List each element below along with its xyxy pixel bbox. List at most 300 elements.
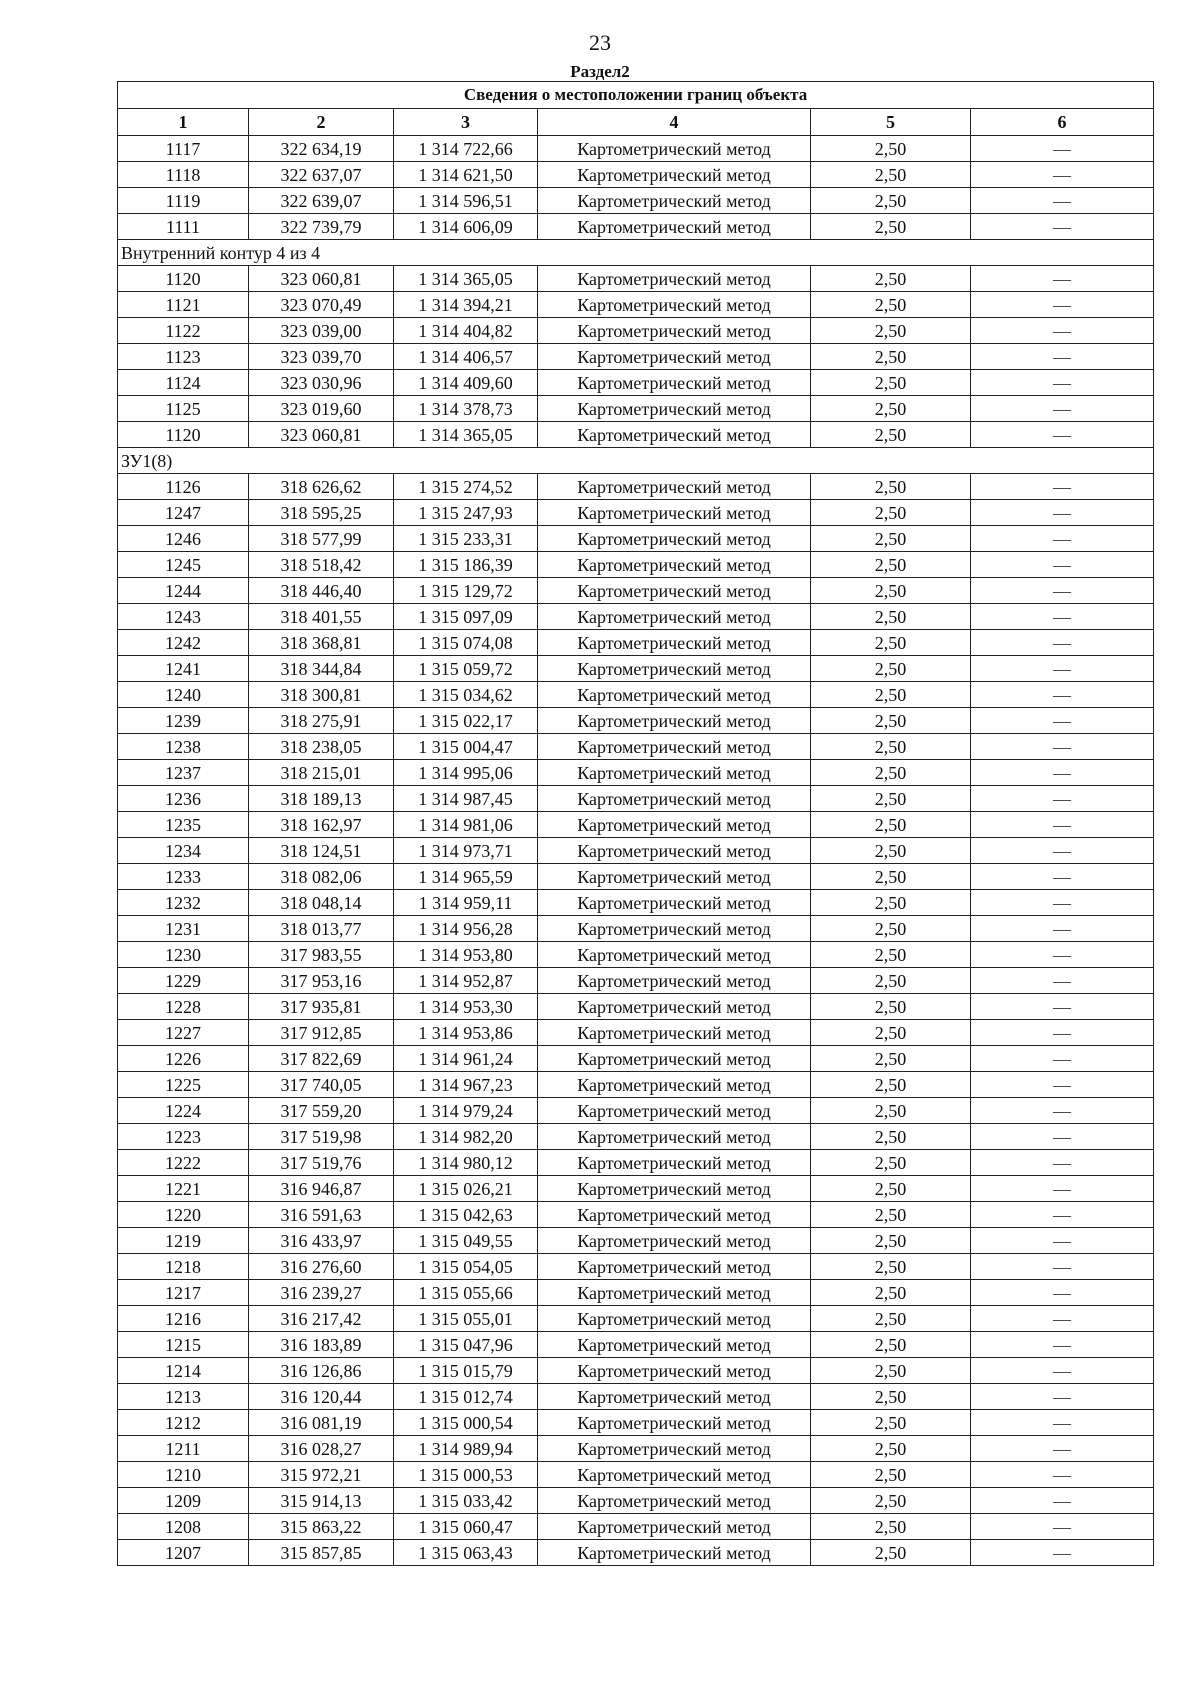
point-number-cell: 1126	[118, 474, 249, 500]
point-number-cell: 1225	[118, 1072, 249, 1098]
x-coordinate-cell: 323 019,60	[249, 396, 394, 422]
y-coordinate-cell: 1 314 952,87	[394, 968, 538, 994]
x-coordinate-cell: 317 740,05	[249, 1072, 394, 1098]
y-coordinate-cell: 1 314 378,73	[394, 396, 538, 422]
point-number-cell: 1217	[118, 1280, 249, 1306]
description-cell: —	[971, 396, 1154, 422]
method-cell: Картометрический метод	[538, 1436, 811, 1462]
table-row	[118, 1514, 1154, 1540]
table-row	[118, 1124, 1154, 1150]
x-coordinate-cell: 317 935,81	[249, 994, 394, 1020]
description-cell: —	[971, 500, 1154, 526]
y-coordinate-cell: 1 314 982,20	[394, 1124, 538, 1150]
table-row	[118, 162, 1154, 188]
table-row	[118, 266, 1154, 292]
x-coordinate-cell: 318 344,84	[249, 656, 394, 682]
table-row	[118, 708, 1154, 734]
description-cell: —	[971, 1254, 1154, 1280]
accuracy-cell: 2,50	[811, 1462, 971, 1488]
description-cell: —	[971, 1384, 1154, 1410]
y-coordinate-cell: 1 314 953,30	[394, 994, 538, 1020]
y-coordinate-cell: 1 314 365,05	[394, 422, 538, 448]
y-coordinate-cell: 1 314 961,24	[394, 1046, 538, 1072]
table-row	[118, 760, 1154, 786]
method-cell: Картометрический метод	[538, 864, 811, 890]
accuracy-cell: 2,50	[811, 916, 971, 942]
method-cell: Картометрический метод	[538, 1384, 811, 1410]
point-number-cell: 1120	[118, 422, 249, 448]
accuracy-cell: 2,50	[811, 1514, 971, 1540]
description-cell: —	[971, 1046, 1154, 1072]
accuracy-cell: 2,50	[811, 1124, 971, 1150]
y-coordinate-cell: 1 315 186,39	[394, 552, 538, 578]
description-cell: —	[971, 864, 1154, 890]
section-title: Раздел2	[570, 62, 630, 81]
method-cell: Картометрический метод	[538, 1228, 811, 1254]
description-cell: —	[971, 994, 1154, 1020]
method-cell: Картометрический метод	[538, 1306, 811, 1332]
point-number-cell: 1234	[118, 838, 249, 864]
x-coordinate-cell: 316 946,87	[249, 1176, 394, 1202]
accuracy-cell: 2,50	[811, 682, 971, 708]
description-cell: —	[971, 214, 1154, 240]
table-row	[118, 1462, 1154, 1488]
method-cell: Картометрический метод	[538, 136, 811, 162]
method-cell: Картометрический метод	[538, 1410, 811, 1436]
description-cell: —	[971, 1540, 1154, 1566]
accuracy-cell: 2,50	[811, 1332, 971, 1358]
method-cell: Картометрический метод	[538, 968, 811, 994]
point-number-cell: 1218	[118, 1254, 249, 1280]
point-number-cell: 1125	[118, 396, 249, 422]
description-cell: —	[971, 786, 1154, 812]
description-cell: —	[971, 1280, 1154, 1306]
method-cell: Картометрический метод	[538, 604, 811, 630]
x-coordinate-cell: 318 446,40	[249, 578, 394, 604]
x-coordinate-cell: 315 914,13	[249, 1488, 394, 1514]
table-row	[118, 734, 1154, 760]
method-cell: Картометрический метод	[538, 1254, 811, 1280]
table-row	[118, 916, 1154, 942]
table-row	[118, 1488, 1154, 1514]
accuracy-cell: 2,50	[811, 422, 971, 448]
method-cell: Картометрический метод	[538, 630, 811, 656]
accuracy-cell: 2,50	[811, 1488, 971, 1514]
y-coordinate-cell: 1 315 034,62	[394, 682, 538, 708]
method-cell: Картометрический метод	[538, 344, 811, 370]
method-cell: Картометрический метод	[538, 1020, 811, 1046]
description-cell: —	[971, 1228, 1154, 1254]
description-cell: —	[971, 188, 1154, 214]
group-label: ЗУ1(8)	[118, 448, 1154, 474]
method-cell: Картометрический метод	[538, 526, 811, 552]
table-row	[118, 396, 1154, 422]
x-coordinate-cell: 316 276,60	[249, 1254, 394, 1280]
y-coordinate-cell: 1 314 965,59	[394, 864, 538, 890]
method-cell: Картометрический метод	[538, 916, 811, 942]
x-coordinate-cell: 323 039,70	[249, 344, 394, 370]
method-cell: Картометрический метод	[538, 1072, 811, 1098]
description-cell: —	[971, 838, 1154, 864]
table-row	[118, 136, 1154, 162]
method-cell: Картометрический метод	[538, 214, 811, 240]
accuracy-cell: 2,50	[811, 552, 971, 578]
description-cell: —	[971, 1098, 1154, 1124]
method-cell: Картометрический метод	[538, 1176, 811, 1202]
point-number-cell: 1216	[118, 1306, 249, 1332]
point-number-cell: 1241	[118, 656, 249, 682]
point-number-cell: 1227	[118, 1020, 249, 1046]
table-row	[118, 786, 1154, 812]
point-number-cell: 1230	[118, 942, 249, 968]
table-row	[118, 1332, 1154, 1358]
x-coordinate-cell: 318 577,99	[249, 526, 394, 552]
accuracy-cell: 2,50	[811, 162, 971, 188]
y-coordinate-cell: 1 314 953,80	[394, 942, 538, 968]
table-body	[118, 136, 1154, 1566]
y-coordinate-cell: 1 315 059,72	[394, 656, 538, 682]
x-coordinate-cell: 318 082,06	[249, 864, 394, 890]
method-cell: Картометрический метод	[538, 1150, 811, 1176]
method-cell: Картометрический метод	[538, 1540, 811, 1566]
accuracy-cell: 2,50	[811, 1280, 971, 1306]
method-cell: Картометрический метод	[538, 1280, 811, 1306]
point-number-cell: 1231	[118, 916, 249, 942]
point-number-cell: 1208	[118, 1514, 249, 1540]
x-coordinate-cell: 322 634,19	[249, 136, 394, 162]
table-row	[118, 1046, 1154, 1072]
point-number-cell: 1243	[118, 604, 249, 630]
column-header-3: 3	[394, 109, 538, 136]
y-coordinate-cell: 1 315 000,54	[394, 1410, 538, 1436]
x-coordinate-cell: 318 124,51	[249, 838, 394, 864]
description-cell: —	[971, 422, 1154, 448]
description-cell: —	[971, 812, 1154, 838]
accuracy-cell: 2,50	[811, 864, 971, 890]
table-row	[118, 1384, 1154, 1410]
table-row	[118, 578, 1154, 604]
accuracy-cell: 2,50	[811, 1436, 971, 1462]
y-coordinate-cell: 1 315 233,31	[394, 526, 538, 552]
accuracy-cell: 2,50	[811, 1228, 971, 1254]
x-coordinate-cell: 322 639,07	[249, 188, 394, 214]
point-number-cell: 1123	[118, 344, 249, 370]
point-number-cell: 1210	[118, 1462, 249, 1488]
accuracy-cell: 2,50	[811, 318, 971, 344]
point-number-cell: 1244	[118, 578, 249, 604]
accuracy-cell: 2,50	[811, 526, 971, 552]
table-row	[118, 1098, 1154, 1124]
accuracy-cell: 2,50	[811, 1254, 971, 1280]
table-row	[118, 812, 1154, 838]
accuracy-cell: 2,50	[811, 474, 971, 500]
table-row	[118, 1540, 1154, 1566]
accuracy-cell: 2,50	[811, 656, 971, 682]
x-coordinate-cell: 316 120,44	[249, 1384, 394, 1410]
description-cell: —	[971, 708, 1154, 734]
point-number-cell: 1235	[118, 812, 249, 838]
accuracy-cell: 2,50	[811, 1150, 971, 1176]
description-cell: —	[971, 968, 1154, 994]
description-cell: —	[971, 760, 1154, 786]
y-coordinate-cell: 1 315 274,52	[394, 474, 538, 500]
table-row	[118, 214, 1154, 240]
x-coordinate-cell: 317 519,76	[249, 1150, 394, 1176]
point-number-cell: 1220	[118, 1202, 249, 1228]
column-header-6: 6	[971, 109, 1154, 136]
point-number-cell: 1207	[118, 1540, 249, 1566]
accuracy-cell: 2,50	[811, 1020, 971, 1046]
description-cell: —	[971, 1150, 1154, 1176]
x-coordinate-cell: 318 595,25	[249, 500, 394, 526]
accuracy-cell: 2,50	[811, 136, 971, 162]
x-coordinate-cell: 316 433,97	[249, 1228, 394, 1254]
method-cell: Картометрический метод	[538, 890, 811, 916]
x-coordinate-cell: 323 070,49	[249, 292, 394, 318]
point-number-cell: 1233	[118, 864, 249, 890]
y-coordinate-cell: 1 315 015,79	[394, 1358, 538, 1384]
description-cell: —	[971, 734, 1154, 760]
point-number-cell: 1119	[118, 188, 249, 214]
table-row	[118, 1020, 1154, 1046]
y-coordinate-cell: 1 315 012,74	[394, 1384, 538, 1410]
table-row	[118, 422, 1154, 448]
table-row	[118, 656, 1154, 682]
point-number-cell: 1245	[118, 552, 249, 578]
method-cell: Картометрический метод	[538, 318, 811, 344]
description-cell: —	[971, 162, 1154, 188]
table-row	[118, 1358, 1154, 1384]
x-coordinate-cell: 318 238,05	[249, 734, 394, 760]
point-number-cell: 1226	[118, 1046, 249, 1072]
accuracy-cell: 2,50	[811, 994, 971, 1020]
point-number-cell: 1211	[118, 1436, 249, 1462]
description-cell: —	[971, 292, 1154, 318]
x-coordinate-cell: 318 048,14	[249, 890, 394, 916]
point-number-cell: 1238	[118, 734, 249, 760]
accuracy-cell: 2,50	[811, 604, 971, 630]
accuracy-cell: 2,50	[811, 266, 971, 292]
table-row	[118, 682, 1154, 708]
y-coordinate-cell: 1 314 980,12	[394, 1150, 538, 1176]
group-label: Внутренний контур 4 из 4	[118, 240, 1154, 266]
method-cell: Картометрический метод	[538, 1046, 811, 1072]
point-number-cell: 1122	[118, 318, 249, 344]
table-row	[118, 630, 1154, 656]
table-row	[118, 1254, 1154, 1280]
point-number-cell: 1247	[118, 500, 249, 526]
column-header-2: 2	[249, 109, 394, 136]
method-cell: Картометрический метод	[538, 786, 811, 812]
method-cell: Картометрический метод	[538, 994, 811, 1020]
x-coordinate-cell: 316 239,27	[249, 1280, 394, 1306]
accuracy-cell: 2,50	[811, 292, 971, 318]
accuracy-cell: 2,50	[811, 942, 971, 968]
table-row	[118, 1150, 1154, 1176]
y-coordinate-cell: 1 314 959,11	[394, 890, 538, 916]
method-cell: Картометрический метод	[538, 838, 811, 864]
description-cell: —	[971, 474, 1154, 500]
table-row	[118, 500, 1154, 526]
method-cell: Картометрический метод	[538, 760, 811, 786]
accuracy-cell: 2,50	[811, 1358, 971, 1384]
description-cell: —	[971, 370, 1154, 396]
accuracy-cell: 2,50	[811, 786, 971, 812]
table-row	[118, 1072, 1154, 1098]
description-cell: —	[971, 266, 1154, 292]
description-cell: —	[971, 1124, 1154, 1150]
point-number-cell: 1237	[118, 760, 249, 786]
x-coordinate-cell: 318 368,81	[249, 630, 394, 656]
table-row	[118, 552, 1154, 578]
y-coordinate-cell: 1 315 055,01	[394, 1306, 538, 1332]
x-coordinate-cell: 316 081,19	[249, 1410, 394, 1436]
method-cell: Картометрический метод	[538, 734, 811, 760]
table-row	[118, 292, 1154, 318]
accuracy-cell: 2,50	[811, 1410, 971, 1436]
method-cell: Картометрический метод	[538, 1124, 811, 1150]
accuracy-cell: 2,50	[811, 708, 971, 734]
x-coordinate-cell: 318 300,81	[249, 682, 394, 708]
y-coordinate-cell: 1 315 022,17	[394, 708, 538, 734]
description-cell: —	[971, 916, 1154, 942]
accuracy-cell: 2,50	[811, 1384, 971, 1410]
y-coordinate-cell: 1 314 967,23	[394, 1072, 538, 1098]
column-header-5: 5	[811, 109, 971, 136]
description-cell: —	[971, 604, 1154, 630]
x-coordinate-cell: 316 183,89	[249, 1332, 394, 1358]
description-cell: —	[971, 318, 1154, 344]
x-coordinate-cell: 316 028,27	[249, 1436, 394, 1462]
point-number-cell: 1232	[118, 890, 249, 916]
description-cell: —	[971, 630, 1154, 656]
method-cell: Картометрический метод	[538, 682, 811, 708]
point-number-cell: 1223	[118, 1124, 249, 1150]
table-row	[118, 1436, 1154, 1462]
method-cell: Картометрический метод	[538, 1514, 811, 1540]
x-coordinate-cell: 318 215,01	[249, 760, 394, 786]
y-coordinate-cell: 1 315 060,47	[394, 1514, 538, 1540]
x-coordinate-cell: 318 013,77	[249, 916, 394, 942]
accuracy-cell: 2,50	[811, 838, 971, 864]
accuracy-cell: 2,50	[811, 500, 971, 526]
y-coordinate-cell: 1 314 394,21	[394, 292, 538, 318]
y-coordinate-cell: 1 315 033,42	[394, 1488, 538, 1514]
y-coordinate-cell: 1 314 621,50	[394, 162, 538, 188]
table-caption-row	[118, 82, 1154, 109]
table-row	[118, 474, 1154, 500]
y-coordinate-cell: 1 315 054,05	[394, 1254, 538, 1280]
description-cell: —	[971, 1020, 1154, 1046]
description-cell: —	[971, 942, 1154, 968]
method-cell: Картометрический метод	[538, 1358, 811, 1384]
y-coordinate-cell: 1 315 026,21	[394, 1176, 538, 1202]
y-coordinate-cell: 1 314 606,09	[394, 214, 538, 240]
description-cell: —	[971, 344, 1154, 370]
point-number-cell: 1222	[118, 1150, 249, 1176]
boundary-coordinates-table	[117, 81, 1154, 1566]
point-number-cell: 1209	[118, 1488, 249, 1514]
method-cell: Картометрический метод	[538, 1202, 811, 1228]
table-row	[118, 942, 1154, 968]
point-number-cell: 1213	[118, 1384, 249, 1410]
y-coordinate-cell: 1 314 596,51	[394, 188, 538, 214]
description-cell: —	[971, 656, 1154, 682]
method-cell: Картометрический метод	[538, 578, 811, 604]
x-coordinate-cell: 322 637,07	[249, 162, 394, 188]
x-coordinate-cell: 315 857,85	[249, 1540, 394, 1566]
table-row	[118, 318, 1154, 344]
x-coordinate-cell: 318 401,55	[249, 604, 394, 630]
table-row	[118, 994, 1154, 1020]
description-cell: —	[971, 1358, 1154, 1384]
table-row	[118, 344, 1154, 370]
y-coordinate-cell: 1 314 409,60	[394, 370, 538, 396]
x-coordinate-cell: 317 912,85	[249, 1020, 394, 1046]
point-number-cell: 1121	[118, 292, 249, 318]
point-number-cell: 1228	[118, 994, 249, 1020]
table-header-row	[118, 109, 1154, 136]
x-coordinate-cell: 316 126,86	[249, 1358, 394, 1384]
x-coordinate-cell: 317 822,69	[249, 1046, 394, 1072]
y-coordinate-cell: 1 315 042,63	[394, 1202, 538, 1228]
accuracy-cell: 2,50	[811, 1072, 971, 1098]
method-cell: Картометрический метод	[538, 1332, 811, 1358]
y-coordinate-cell: 1 315 129,72	[394, 578, 538, 604]
method-cell: Картометрический метод	[538, 422, 811, 448]
table-row	[118, 838, 1154, 864]
accuracy-cell: 2,50	[811, 214, 971, 240]
table-row	[118, 1306, 1154, 1332]
x-coordinate-cell: 315 972,21	[249, 1462, 394, 1488]
point-number-cell: 1111	[118, 214, 249, 240]
point-number-cell: 1229	[118, 968, 249, 994]
accuracy-cell: 2,50	[811, 734, 971, 760]
point-number-cell: 1239	[118, 708, 249, 734]
table-row	[118, 1410, 1154, 1436]
point-number-cell: 1246	[118, 526, 249, 552]
x-coordinate-cell: 323 060,81	[249, 266, 394, 292]
method-cell: Картометрический метод	[538, 266, 811, 292]
table-row	[118, 968, 1154, 994]
method-cell: Картометрический метод	[538, 1488, 811, 1514]
x-coordinate-cell: 322 739,79	[249, 214, 394, 240]
y-coordinate-cell: 1 315 074,08	[394, 630, 538, 656]
y-coordinate-cell: 1 314 979,24	[394, 1098, 538, 1124]
point-number-cell: 1219	[118, 1228, 249, 1254]
description-cell: —	[971, 1202, 1154, 1228]
description-cell: —	[971, 1514, 1154, 1540]
accuracy-cell: 2,50	[811, 1176, 971, 1202]
x-coordinate-cell: 323 030,96	[249, 370, 394, 396]
x-coordinate-cell: 318 518,42	[249, 552, 394, 578]
method-cell: Картометрический метод	[538, 1462, 811, 1488]
point-number-cell: 1124	[118, 370, 249, 396]
point-number-cell: 1214	[118, 1358, 249, 1384]
point-number-cell: 1118	[118, 162, 249, 188]
y-coordinate-cell: 1 314 989,94	[394, 1436, 538, 1462]
description-cell: —	[971, 526, 1154, 552]
method-cell: Картометрический метод	[538, 396, 811, 422]
y-coordinate-cell: 1 314 404,82	[394, 318, 538, 344]
group-row	[118, 448, 1154, 474]
table-row	[118, 370, 1154, 396]
method-cell: Картометрический метод	[538, 188, 811, 214]
description-cell: —	[971, 1332, 1154, 1358]
column-header-1: 1	[118, 109, 249, 136]
point-number-cell: 1242	[118, 630, 249, 656]
point-number-cell: 1221	[118, 1176, 249, 1202]
